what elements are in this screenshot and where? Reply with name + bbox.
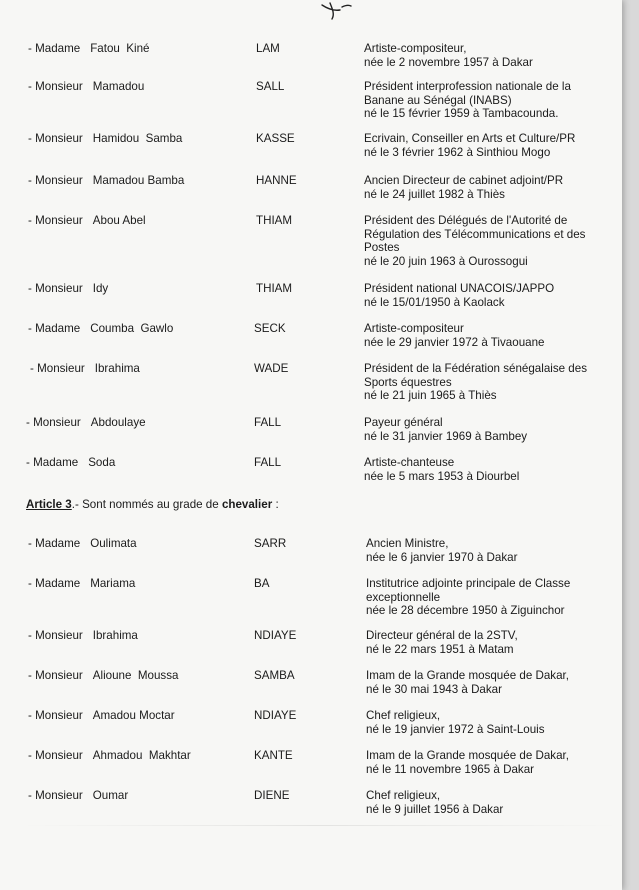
nominee-surname: SAMBA <box>254 669 295 682</box>
nominee-title: - Monsieur <box>28 80 83 93</box>
nominee-title: - Monsieur <box>28 789 83 802</box>
function-line: Ancien Ministre, <box>366 537 449 550</box>
nominee-surname: DIENE <box>254 789 290 802</box>
nominee-name <box>26 416 146 430</box>
nominee-name <box>28 282 108 296</box>
nominee-title: - Monsieur <box>28 174 83 187</box>
function-line: Président des Délégués de l'Autorité de Régulation des Télécommunications et des Postes <box>364 214 586 254</box>
birth-info: né le 15/01/1950 à Kaolack <box>364 295 505 309</box>
nominee-name <box>28 789 128 803</box>
nominee-surname: THIAM <box>256 214 293 227</box>
handwritten-page-mark <box>318 2 352 20</box>
birth-info: née le 29 janvier 1972 à Tivaouane <box>364 335 545 349</box>
nominee-surname: FALL <box>254 456 282 469</box>
nominee-details <box>364 174 596 201</box>
nominee-entry <box>0 577 620 637</box>
nominee-name <box>28 537 137 551</box>
nominee-name <box>28 132 182 146</box>
nominee-details <box>364 322 596 349</box>
nominee-details <box>364 282 596 309</box>
nominee-surname: FALL <box>254 416 282 429</box>
function-line: Ancien Directeur de cabinet adjoint/PR <box>364 174 564 187</box>
birth-info: né le 31 janvier 1969 à Bambey <box>364 429 528 443</box>
nominee-details <box>366 537 598 564</box>
nominee-given-name: Ibrahima <box>94 362 140 375</box>
nominee-name <box>30 362 140 376</box>
function-line: Président interprofession nationale de la Banane au Sénégal (INABS) <box>364 80 571 107</box>
birth-info: né le 11 novembre 1965 à Dakar <box>366 762 535 776</box>
birth-info: né le 20 juin 1963 à Ourossogui <box>364 254 528 268</box>
nominee-name <box>28 709 175 723</box>
function-line: Payeur général <box>364 416 443 429</box>
nominee-given-name: Mamadou <box>92 80 145 93</box>
nominee-name <box>28 42 150 56</box>
nominee-details <box>364 132 596 159</box>
function-line: Directeur général de la 2STV, <box>366 629 518 642</box>
nominee-name <box>28 214 146 228</box>
nominee-title: - Monsieur <box>28 282 83 295</box>
nominee-surname: SALL <box>256 80 285 93</box>
function-line: Artiste-chanteuse <box>364 456 455 469</box>
nominee-given-name: Amadou Moctar <box>92 709 175 722</box>
nominee-details <box>364 416 596 443</box>
nominee-title: - Monsieur <box>28 709 83 722</box>
nominee-name <box>28 749 191 763</box>
nominee-given-name: Oulimata <box>90 537 137 550</box>
function-line: Imam de la Grande mosquée de Dakar, <box>366 749 569 762</box>
nominee-given-name: Abdoulaye <box>90 416 146 429</box>
nominee-details <box>366 749 598 776</box>
nominee-title: - Monsieur <box>26 416 81 429</box>
nominee-given-name: Ibrahima <box>92 629 138 642</box>
nominee-surname: LAM <box>256 42 280 55</box>
birth-info: né le 15 février 1959 à Tambacounda. <box>364 107 559 120</box>
function-line: Artiste-compositeur <box>364 322 464 335</box>
nominee-given-name: Abou Abel <box>92 214 146 227</box>
nominee-name <box>28 577 135 591</box>
nominee-details <box>366 577 598 618</box>
nominee-title: - Madame <box>28 322 81 335</box>
nominee-title: - Monsieur <box>28 629 83 642</box>
nominee-given-name: Ahmadou Makhtar <box>92 749 191 762</box>
nominee-title: - Monsieur <box>28 749 83 762</box>
function-line: Président de la Fédération sénégalaise des Sports équestres <box>364 362 588 389</box>
birth-info: né le 30 mai 1943 à Dakar <box>366 682 502 696</box>
function-line: Chef religieux, <box>366 789 441 802</box>
nominee-name <box>26 456 115 470</box>
nominee-name <box>28 322 173 336</box>
nominee-given-name: Soda <box>88 456 116 469</box>
nominee-title: - Madame <box>28 577 81 590</box>
nominee-title: - Monsieur <box>28 669 83 682</box>
nominee-given-name: Mamadou Bamba <box>92 174 185 187</box>
nominee-details <box>364 42 596 69</box>
nominee-surname: NDIAYE <box>254 709 297 722</box>
nominee-surname: HANNE <box>256 174 297 187</box>
nominee-details <box>366 709 598 736</box>
nominee-name <box>28 80 144 94</box>
nominee-details <box>366 669 598 696</box>
nominee-surname: BA <box>254 577 270 590</box>
function-line: Ecrivain, Conseiller en Arts et Culture/PR <box>364 132 576 145</box>
nominee-name <box>28 669 178 683</box>
nominee-surname: KASSE <box>256 132 295 145</box>
nominee-details <box>364 214 596 268</box>
nominee-entry <box>0 789 620 849</box>
nominee-surname: THIAM <box>256 282 293 295</box>
birth-info: né le 3 février 1962 à Sinthiou Mogo <box>364 145 551 159</box>
function-line: Chef religieux, <box>366 709 441 722</box>
nominee-title: - Madame <box>28 537 81 550</box>
nominee-entry <box>0 80 620 140</box>
nominee-given-name: Fatou Kiné <box>90 42 150 55</box>
nominee-details <box>364 80 596 121</box>
nominee-surname: NDIAYE <box>254 629 297 642</box>
nominee-title: - Monsieur <box>28 132 83 145</box>
nominee-given-name: Hamidou Samba <box>92 132 183 145</box>
nominee-given-name: Mariama <box>90 577 136 590</box>
birth-info: né le 21 juin 1965 à Thiès <box>364 389 497 402</box>
nominee-surname: WADE <box>254 362 289 375</box>
nominee-title: - Monsieur <box>30 362 85 375</box>
article-text: .- Sont nommés au grade de <box>71 498 222 511</box>
nominee-title: - Monsieur <box>28 214 83 227</box>
birth-info: née le 6 janvier 1970 à Dakar <box>366 550 518 564</box>
function-line: Imam de la Grande mosquée de Dakar, <box>366 669 569 682</box>
paper-fold-shadow <box>20 825 620 826</box>
nominee-given-name: Idy <box>92 282 109 295</box>
birth-info: né le 19 janvier 1972 à Saint-Louis <box>366 722 545 736</box>
nominee-details <box>366 629 598 656</box>
nominee-surname: SECK <box>254 322 286 335</box>
nominee-name <box>28 629 138 643</box>
article-3-heading <box>26 498 279 511</box>
nominee-entry <box>0 362 620 422</box>
nominee-details <box>364 362 596 403</box>
article-label: Article 3 <box>26 498 72 511</box>
article-colon: : <box>272 498 279 511</box>
nominee-given-name: Coumba Gawlo <box>90 322 174 335</box>
birth-info: né le 24 juillet 1982 à Thiès <box>364 187 505 201</box>
function-line: Artiste-compositeur, <box>364 42 467 55</box>
nominee-details <box>364 456 596 483</box>
nominee-surname: SARR <box>254 537 287 550</box>
nominee-details <box>366 789 598 816</box>
nominee-given-name: Oumar <box>92 789 129 802</box>
nominee-name <box>28 174 184 188</box>
birth-info: née le 28 décembre 1950 à Ziguinchor <box>366 604 565 617</box>
birth-info: né le 9 juillet 1956 à Dakar <box>366 802 504 816</box>
function-line: Président national UNACOIS/JAPPO <box>364 282 555 295</box>
birth-info: né le 22 mars 1951 à Matam <box>366 642 514 656</box>
function-line: Institutrice adjointe principale de Classe exceptionnelle <box>366 577 571 604</box>
article-grade: chevalier <box>221 498 273 511</box>
nominee-entry <box>0 214 620 274</box>
nominee-given-name: Alioune Moussa <box>92 669 179 682</box>
nominee-title: - Madame <box>26 456 79 469</box>
birth-info: née le 5 mars 1953 à Diourbel <box>364 469 520 483</box>
nominee-surname: KANTE <box>254 749 293 762</box>
nominee-title: - Madame <box>28 42 81 55</box>
birth-info: née le 2 novembre 1957 à Dakar <box>364 55 533 69</box>
